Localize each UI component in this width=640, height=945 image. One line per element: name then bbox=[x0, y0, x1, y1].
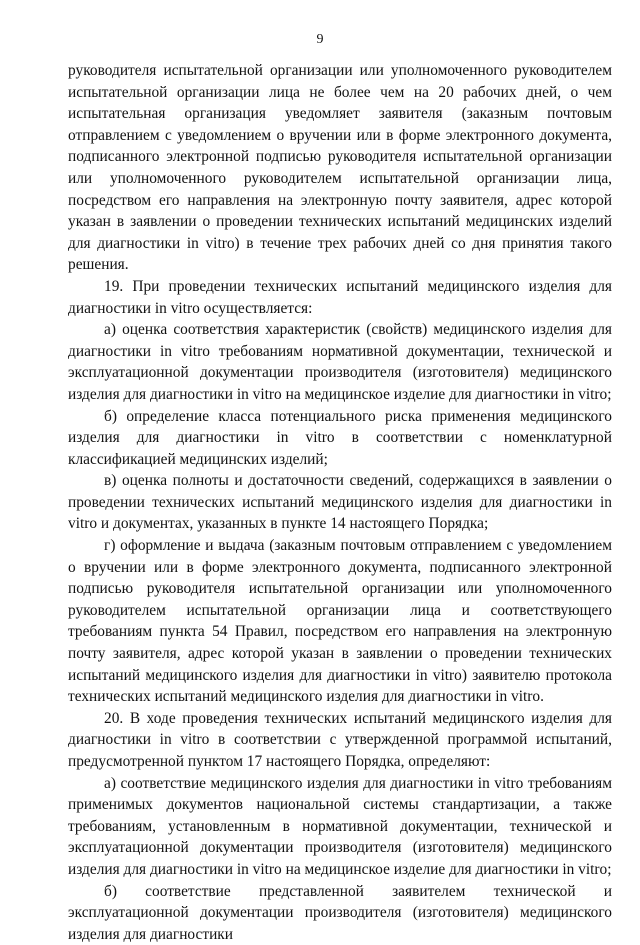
document-body bbox=[68, 60, 612, 945]
paragraph-item-20: 20. В ходе проведения технических испытаний медицинского изделия для диагностики in vitro в соответствии с утвержденной программой испытаний, предусмотренной пунктом 17 настоящего Порядка, определяют: bbox=[68, 709, 612, 770]
paragraph-item-19: 19. При проведении технических испытаний медицинского изделия для диагностики in vitro осуществляется: bbox=[68, 277, 612, 317]
paragraph-19-a: а) оценка соответствия характеристик (свойств) медицинского изделия для диагностики in vitro требованиям нормативной документации, технической и эксплуатационной документации производителя (изготовителя) медицинского изделия для диагностики in vitro на медицинское изделие для диагностики in vitro; bbox=[68, 321, 612, 403]
paragraph-19-v: в) оценка полноты и достаточности сведений, содержащихся в заявлении о проведении технических испытаний медицинского изделия для диагностики in vitro и документах, указанных в пункте 14 настоящего Порядка; bbox=[68, 472, 612, 533]
paragraph-20-b: б) соответствие представленной заявителем технической и эксплуатационной документации производителя (изготовителя) медицинского изделия для диагностики bbox=[68, 882, 612, 943]
paragraph-20-a: а) соответствие медицинского изделия для диагностики in vitro требованиям применимых документов национальной системы стандартизации, а также требованиям, установленным в нормативной документации, технической и эксплуатационной документации производителя (изготовителя) медицинского изделия для диагностики in vitro на медицинское изделие для диагностики in vitro; bbox=[68, 774, 612, 878]
page-number: 9 bbox=[316, 32, 324, 47]
paragraph-continuation: руководителя испытательной организации или уполномоченного руководителем испытательной организации лица не более чем на 20 рабочих дней, о чем испытательная организация уведомляет заявителя (заказным почтовым отправлением с уведомлением о вручении или в форме электронного документа, подписанного электронной подписью руководителя испытательной организации или уполномоченного руководителем испытательной организации лица, посредством его направления на электронную почту заявителя, адрес которой указан в заявлении о проведении технических испытаний медицинских изделий для диагностики in vitro) в течение трех рабочих дней со дня принятия такого решения. bbox=[68, 62, 612, 274]
paragraph-19-g: г) оформление и выдача (заказным почтовым отправлением с уведомлением о вручении или в форме электронного документа, подписанного электронной подписью руководителя испытательной организации или уполномоченного руководителем испытательной организации лица и соответствующего требованиям пункта 54 Правил, посредством его направления на электронную почту заявителя, адрес которой указан в заявлении о проведении технических испытаний медицинского изделия для диагностики in vitro) заявителю протокола технических испытаний медицинского изделия для диагностики in vitro. bbox=[68, 537, 612, 706]
paragraph-19-b: б) определение класса потенциального риска применения медицинского изделия для диагностики in vitro в соответствии с номенклатурной классификацией медицинских изделий; bbox=[68, 407, 612, 468]
